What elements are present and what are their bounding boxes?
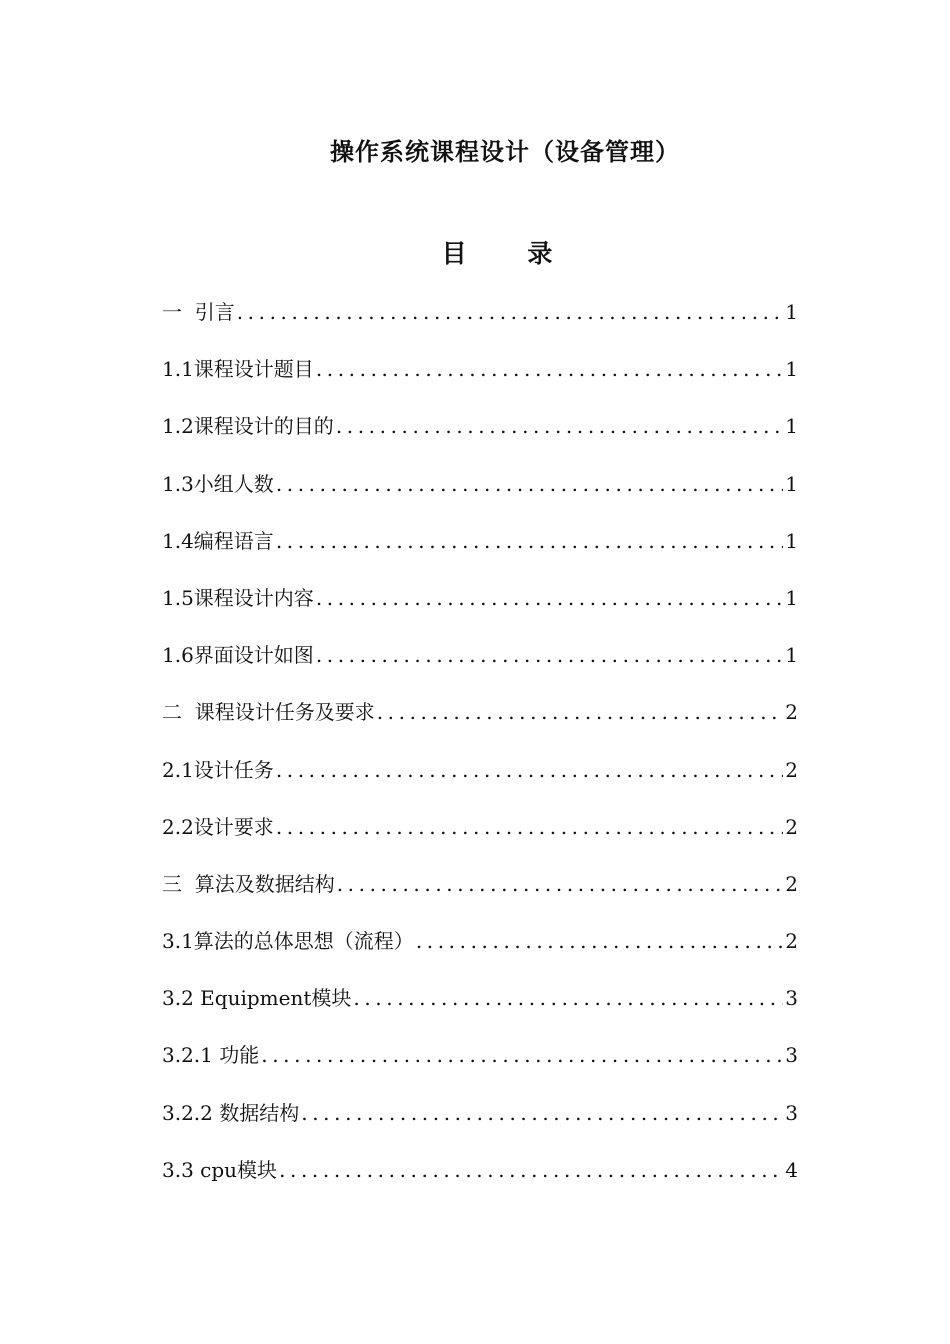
toc-leader-dots — [276, 464, 783, 504]
toc-leader-dots — [336, 406, 783, 446]
table-of-contents — [162, 292, 798, 1207]
toc-entry-title: 1.5课程设计内容 — [162, 585, 314, 610]
toc-entry — [162, 521, 798, 578]
toc-entry-title: 1.3小组人数 — [162, 471, 274, 496]
toc-entry — [162, 1093, 798, 1150]
toc-entry-title: 二 课程设计任务及要求 — [162, 700, 375, 725]
toc-entry-title: 1.2课程设计的目的 — [162, 414, 334, 439]
toc-leader-dots — [377, 692, 784, 732]
toc-entry — [162, 921, 798, 978]
toc-heading: 目 录 — [441, 239, 579, 268]
toc-entry — [162, 864, 798, 921]
toc-entry-title: 2.1设计任务 — [162, 757, 274, 782]
toc-entry — [162, 692, 798, 749]
toc-entry — [162, 978, 798, 1035]
toc-page-number: 2 — [785, 700, 798, 725]
toc-leader-dots — [279, 1150, 783, 1190]
toc-entry-title: 2.2设计要求 — [162, 814, 274, 839]
toc-entry — [162, 1150, 798, 1207]
toc-page-number: 2 — [785, 871, 798, 896]
toc-entry — [162, 406, 798, 463]
toc-entry-title: 3.2.2 数据结构 — [162, 1100, 300, 1125]
toc-entry-title: 三 算法及数据结构 — [162, 871, 335, 896]
toc-page-number: 3 — [785, 986, 798, 1011]
toc-page-number: 1 — [785, 471, 798, 496]
toc-leader-dots — [316, 578, 783, 618]
toc-page-number: 3 — [785, 1043, 798, 1068]
toc-entry — [162, 464, 798, 521]
toc-page-number: 4 — [785, 1157, 798, 1182]
toc-page-number: 1 — [785, 300, 798, 324]
toc-entry-title: 3.1算法的总体思想（流程） — [162, 929, 414, 954]
toc-entry — [162, 578, 798, 635]
toc-leader-dots — [316, 349, 783, 389]
toc-leader-dots — [316, 635, 783, 675]
toc-leader-dots — [237, 292, 784, 332]
toc-leader-dots — [416, 921, 783, 961]
toc-entry-title: 1.1课程设计题目 — [162, 357, 314, 382]
toc-leader-dots — [353, 978, 783, 1018]
toc-page-number: 1 — [785, 585, 798, 610]
toc-entry-title: 一 引言 — [162, 300, 235, 324]
toc-page-number: 2 — [785, 814, 798, 839]
toc-entry-title: 1.4编程语言 — [162, 528, 274, 553]
toc-entry — [162, 292, 798, 349]
toc-leader-dots — [337, 864, 784, 904]
toc-page-number: 3 — [785, 1100, 798, 1125]
toc-leader-dots — [301, 1093, 783, 1133]
toc-page-number: 1 — [785, 414, 798, 439]
toc-entry — [162, 1035, 798, 1092]
toc-leader-dots — [276, 521, 783, 561]
toc-entry — [162, 349, 798, 406]
toc-entry — [162, 807, 798, 864]
toc-leader-dots — [276, 807, 783, 847]
toc-page-number: 1 — [785, 528, 798, 553]
toc-entry — [162, 750, 798, 807]
toc-entry — [162, 635, 798, 692]
toc-entry-title: 1.6界面设计如图 — [162, 643, 314, 668]
toc-leader-dots — [261, 1035, 783, 1075]
toc-page-number: 2 — [785, 757, 798, 782]
toc-page-number: 1 — [785, 643, 798, 668]
toc-page-number: 1 — [785, 357, 798, 382]
toc-entry-title: 3.3 cpu模块 — [162, 1157, 278, 1182]
document-title: 操作系统课程设计（设备管理） — [330, 138, 680, 166]
toc-entry-title: 3.2.1 功能 — [162, 1043, 260, 1068]
toc-page-number: 2 — [785, 929, 798, 954]
toc-entry-title: 3.2 Equipment模块 — [162, 986, 352, 1011]
toc-leader-dots — [276, 750, 783, 790]
